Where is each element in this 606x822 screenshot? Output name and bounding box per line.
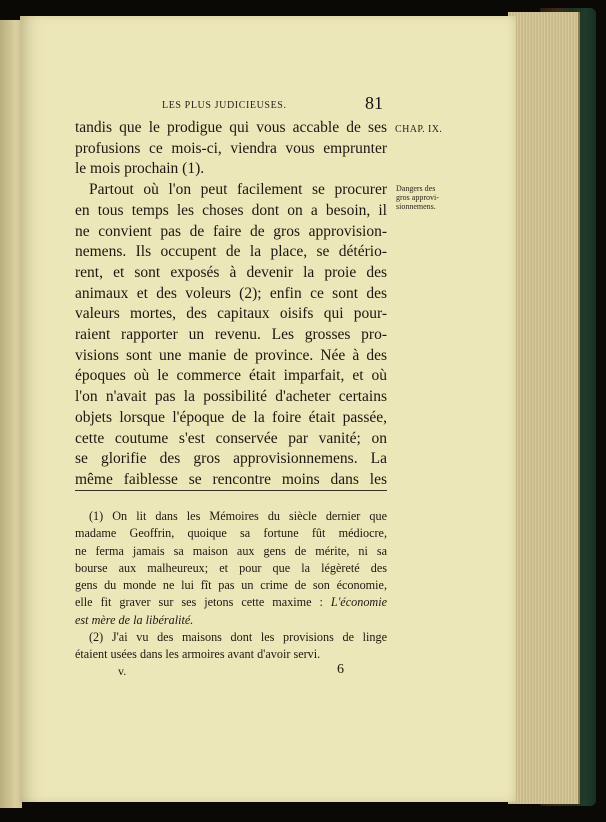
footnote-maxim: est mère de la libéralité. <box>75 612 194 627</box>
body-line: objets lorsque l'époque de la foire était passée, <box>75 408 387 426</box>
body-line: le mois prochain (1). <box>75 160 205 178</box>
footnote-rule <box>75 490 387 491</box>
signature-number: 6 <box>337 662 344 677</box>
footnote-line <box>75 594 387 611</box>
footnote-line: (2) J'ai vu des maisons dont les provisions de linge <box>89 630 387 645</box>
body-line: tandis que le prodigue qui vous accable de ses <box>75 119 387 136</box>
margin-note-line: sionnemens. <box>396 202 436 211</box>
left-page-edge <box>0 20 22 808</box>
body-line: cette coutume s'est conservée par vanité; on <box>75 429 387 447</box>
body-line: en tous temps les choses dont on a besoin, il <box>75 201 387 219</box>
footnotes <box>75 508 387 664</box>
footnote-line: (1) On lit dans les Mémoires du siècle dernier que <box>89 509 387 523</box>
margin-note <box>396 184 466 211</box>
body-line: visions sont une manie de province. Née à des <box>75 346 387 364</box>
page-number: 81 <box>365 93 383 113</box>
running-title: LES PLUS JUDICIEUSES. <box>162 100 287 111</box>
footnote-line <box>75 612 387 629</box>
body-line: animaux et des voleurs (2); enfin ce sont des <box>75 284 387 302</box>
body-line: raient rapporter un revenu. Les grosses pro- <box>75 326 387 344</box>
footnote-line: gens du monde ne lui fît pas un crime de son économie, <box>75 578 387 593</box>
body-line: nemens. Ils occupent de la place, se détério- <box>75 243 387 261</box>
margin-note-line: Dangers des <box>396 184 436 193</box>
footnote-line: ne ferma jamais sa maison aux gens de mérite, ni sa <box>75 543 387 558</box>
signature-mark: v. <box>118 664 127 678</box>
body-line: ne convient pas de faire de gros approvision- <box>75 222 387 240</box>
body-text <box>75 118 387 491</box>
body-line: l'on n'avait pas la possibilité d'acheter certains <box>75 388 387 406</box>
body-line: valeurs mortes, des capitaux oisifs qui pour- <box>75 305 387 323</box>
body-line: rent, et sont exposés à devenir la proie des <box>75 263 387 281</box>
footnote-line: madame Geoffrin, quoique sa fortune fût médiocre, <box>75 526 387 541</box>
body-line: profusions ce mois-ci, viendra vous emprunter <box>75 139 387 157</box>
footnote-maxim: L'économie <box>330 595 388 610</box>
footnote-line: étaient usées dans les armoires avant d'avoir servi. <box>75 647 321 662</box>
margin-chapter: CHAP. IX. <box>395 124 443 135</box>
body-line: époques où le commerce était imparfait, et où <box>75 367 387 385</box>
footnote-text: elle fit graver sur ses jetons cette maxime : <box>75 595 323 610</box>
body-line: même faiblesse se rencontre moins dans les <box>75 470 387 488</box>
body-line: se glorifie des gros approvisionnemens. La <box>75 450 387 468</box>
footnote-line: bourse aux malheureux; et pour que la légèreté des <box>75 560 387 575</box>
page-edges <box>508 12 580 804</box>
body-line: Partout où l'on peut facilement se procurer <box>89 181 387 199</box>
margin-note-line: gros approvi- <box>396 193 439 202</box>
